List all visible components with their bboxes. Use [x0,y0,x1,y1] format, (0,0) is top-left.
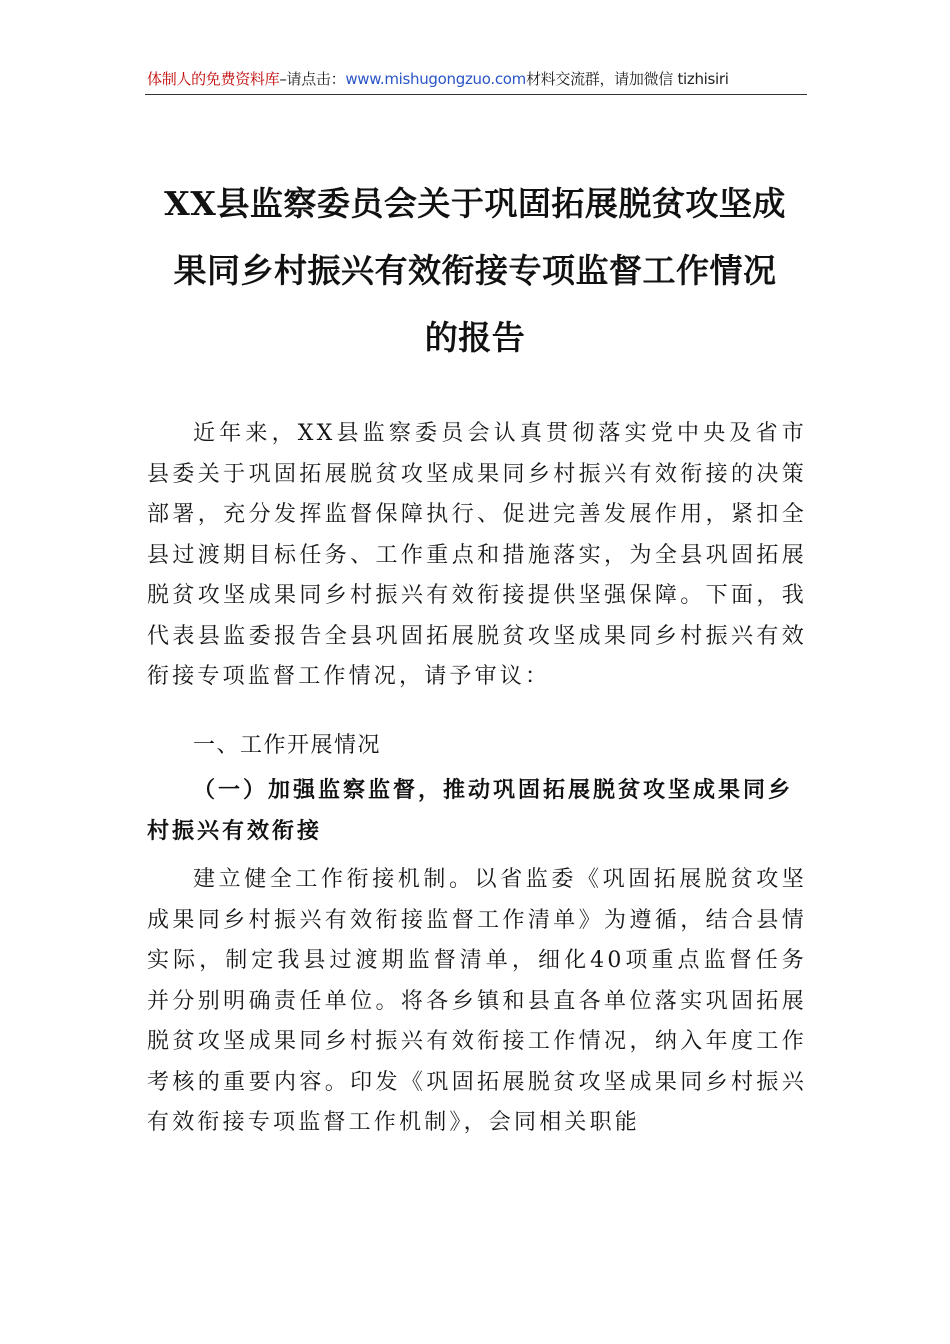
title-line: 的报告 [424,318,526,357]
body-paragraph: 建立健全工作衔接机制。以省监委《巩固拓展脱贫攻坚成果同乡村振兴有效衔接监督工作清单》为遵循，结合县情实际，制定我县过渡期监督清单，细化40项重点监督任务并分别明确责任单位。将各乡镇和县直各单位落实巩固拓展脱贫攻坚成果同乡村振兴有效衔接工作情况，纳入年度工作考核的重要内容。印发《巩固拓展脱贫攻坚成果同乡村振兴有效衔接专项监督工作机制》，会同相关职能 [147,867,807,1135]
header-site-name: 体制人的免费资料库 [147,70,280,88]
title-line: 果同乡村振兴有效衔接专项监督工作情况 [173,251,777,290]
header-url-link[interactable]: www.mishugongzuo.com [345,70,526,88]
intro-paragraph: 近年来，XX县监察委员会认真贯彻落实党中央及省市县委关于巩固拓展脱贫攻坚成果同乡村振兴有效衔接的决策部署，充分发挥监督保障执行、促进完善发展作用，紧扣全县过渡期目标任务、工作重点和措施落实，为全县巩固拓展脱贫攻坚成果同乡村振兴有效衔接提供坚强保障。下面，我代表县监委报告全县巩固拓展脱贫攻坚成果同乡村振兴有效衔接专项监督工作情况，请予审议： [147,421,807,689]
section-heading: 一、工作开展情况 [193,733,382,758]
header-contact: 材料交流群，请加微信 tizhisiri [525,70,729,88]
document-title [140,170,810,371]
title-line: XX县监察委员会关于巩固拓展脱贫攻坚成 [164,184,786,223]
header-prompt: –请点击： [279,70,346,88]
subsection-heading: （一）加强监察监督，推动巩固拓展脱贫攻坚成果同乡村振兴有效衔接 [147,777,794,844]
page-header [147,68,807,92]
header-divider [145,94,807,95]
